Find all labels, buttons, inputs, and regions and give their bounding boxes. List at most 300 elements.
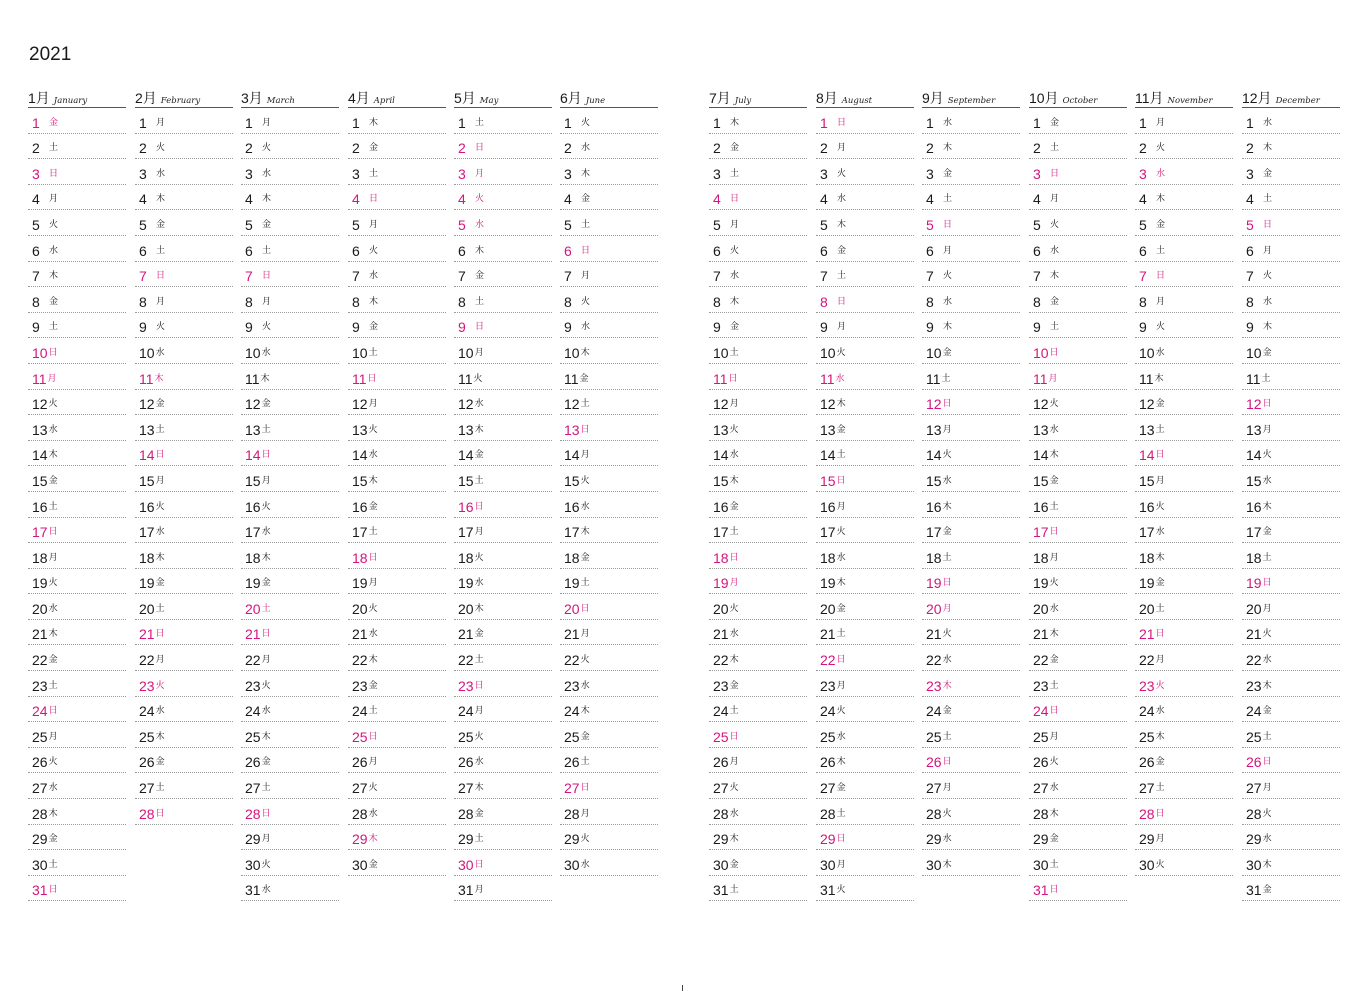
day-row <box>816 850 914 876</box>
weekday-label: 日 <box>155 629 165 640</box>
month-label: 8月 <box>816 90 838 106</box>
day-number: 15 <box>1033 472 1049 489</box>
weekday-label: 火 <box>943 271 953 282</box>
day-row <box>135 415 233 441</box>
day-number: 2 <box>32 140 40 157</box>
weekday-label: 水 <box>943 296 953 307</box>
weekday-label: 土 <box>942 731 952 742</box>
weekday-label: 水 <box>262 168 272 179</box>
day-row <box>28 210 126 236</box>
day-number: 7 <box>245 268 253 285</box>
day-number: 20 <box>564 600 580 617</box>
day-number: 21 <box>32 626 48 643</box>
day-number: 20 <box>926 600 942 617</box>
day-number: 24 <box>713 703 729 720</box>
day-row <box>816 108 914 134</box>
day-number: 13 <box>352 421 368 438</box>
day-row <box>454 773 552 799</box>
day-number: 25 <box>564 728 580 745</box>
weekday-label: 水 <box>368 629 378 640</box>
weekday-label: 水 <box>261 706 271 717</box>
weekday-label: 月 <box>155 655 165 666</box>
day-row <box>135 364 233 390</box>
day-row <box>922 185 1020 211</box>
day-number: 12 <box>32 396 48 413</box>
day-number: 21 <box>245 626 261 643</box>
day-number: 26 <box>139 754 155 771</box>
day-row <box>709 569 807 595</box>
weekday-label: 日 <box>262 271 272 282</box>
weekday-label: 水 <box>475 219 485 230</box>
day-row <box>709 364 807 390</box>
weekday-label: 水 <box>943 117 953 128</box>
day-row <box>709 441 807 467</box>
day-number: 9 <box>1033 319 1041 336</box>
day-number: 27 <box>1139 780 1155 797</box>
day-row <box>1242 210 1340 236</box>
day-number: 14 <box>245 447 261 464</box>
day-number: 12 <box>139 396 155 413</box>
weekday-label: 火 <box>580 475 590 486</box>
day-row <box>816 441 914 467</box>
day-number: 17 <box>1139 524 1155 541</box>
weekday-label: 月 <box>942 783 952 794</box>
day-row <box>135 287 233 313</box>
day-row <box>816 594 914 620</box>
weekday-label: 土 <box>155 783 165 794</box>
day-number: 12 <box>713 396 729 413</box>
weekday-label: 木 <box>942 859 952 870</box>
weekday-label: 月 <box>49 194 59 205</box>
weekday-label: 土 <box>581 219 591 230</box>
day-row <box>241 594 339 620</box>
day-number: 8 <box>458 293 466 310</box>
day-number: 27 <box>32 780 48 797</box>
day-number: 30 <box>245 856 261 873</box>
weekday-label: 日 <box>48 885 58 896</box>
day-number: 14 <box>1033 447 1049 464</box>
day-number: 25 <box>32 728 48 745</box>
weekday-label: 土 <box>48 501 58 512</box>
weekday-label: 月 <box>942 424 952 435</box>
day-number: 29 <box>1139 831 1155 848</box>
day-number: 2 <box>1033 140 1041 157</box>
day-number: 13 <box>820 421 836 438</box>
day-row <box>1135 697 1233 723</box>
day-row <box>348 799 446 825</box>
weekday-label: 土 <box>156 245 166 256</box>
weekday-label: 日 <box>368 731 378 742</box>
day-number: 6 <box>458 242 466 259</box>
day-row <box>1135 338 1233 364</box>
day-number: 28 <box>1139 805 1155 822</box>
month-header <box>135 88 233 108</box>
weekday-label: 日 <box>1262 757 1272 768</box>
day-row <box>28 850 126 876</box>
weekday-label: 水 <box>1262 834 1272 845</box>
day-row <box>816 159 914 185</box>
day-number: 30 <box>352 856 368 873</box>
day-number: 12 <box>1139 396 1155 413</box>
month-column <box>1029 88 1127 901</box>
day-number: 2 <box>1246 140 1254 157</box>
day-row <box>241 338 339 364</box>
weekday-label: 火 <box>48 578 58 589</box>
day-row <box>135 185 233 211</box>
day-row <box>1135 748 1233 774</box>
weekday-label: 日 <box>475 143 485 154</box>
weekday-label: 月 <box>1262 783 1272 794</box>
day-row <box>922 645 1020 671</box>
weekday-label: 土 <box>475 296 485 307</box>
day-number: 11 <box>32 370 47 387</box>
day-row <box>1135 364 1233 390</box>
day-row <box>1029 850 1127 876</box>
day-row <box>135 492 233 518</box>
weekday-label: 金 <box>1156 219 1166 230</box>
day-row <box>348 492 446 518</box>
day-number: 11 <box>458 370 473 387</box>
day-row <box>454 671 552 697</box>
day-row <box>1135 390 1233 416</box>
day-number: 27 <box>564 780 580 797</box>
weekday-label: 金 <box>1262 527 1272 538</box>
day-number: 17 <box>352 524 368 541</box>
weekday-label: 月 <box>942 603 952 614</box>
day-number: 3 <box>1033 165 1041 182</box>
day-row <box>28 569 126 595</box>
day-row <box>1242 748 1340 774</box>
day-row <box>1029 722 1127 748</box>
day-row <box>348 466 446 492</box>
weekday-label: 日 <box>580 783 590 794</box>
day-number: 30 <box>564 856 580 873</box>
day-number: 10 <box>1033 344 1049 361</box>
weekday-label: 日 <box>728 373 738 384</box>
day-row <box>1242 390 1340 416</box>
day-number: 18 <box>564 549 580 566</box>
day-row <box>135 390 233 416</box>
weekday-label: 日 <box>261 450 271 461</box>
day-row <box>241 799 339 825</box>
day-number: 16 <box>245 498 261 515</box>
weekday-label: 土 <box>261 424 271 435</box>
day-row <box>1242 697 1340 723</box>
day-number: 9 <box>713 319 721 336</box>
day-number: 19 <box>1246 575 1262 592</box>
weekday-label: 火 <box>1049 399 1059 410</box>
day-row <box>348 620 446 646</box>
month-column <box>1242 88 1340 901</box>
weekday-label: 土 <box>474 655 484 666</box>
day-row <box>135 799 233 825</box>
day-number: 12 <box>564 396 580 413</box>
weekday-label: 月 <box>475 168 485 179</box>
day-row <box>1029 236 1127 262</box>
day-row <box>1242 313 1340 339</box>
day-row <box>348 543 446 569</box>
day-number: 27 <box>820 780 836 797</box>
day-row <box>1135 492 1233 518</box>
weekday-label: 月 <box>580 450 590 461</box>
day-number: 23 <box>139 677 155 694</box>
day-row <box>709 620 807 646</box>
day-row <box>454 850 552 876</box>
weekday-label: 火 <box>369 245 379 256</box>
weekday-label: 金 <box>155 578 165 589</box>
day-row <box>560 466 658 492</box>
day-row <box>709 543 807 569</box>
day-row <box>816 134 914 160</box>
day-row <box>1242 185 1340 211</box>
weekday-label: 水 <box>835 373 845 384</box>
day-number: 3 <box>820 165 828 182</box>
weekday-label: 土 <box>1050 322 1060 333</box>
weekday-label: 月 <box>1049 552 1059 563</box>
weekday-label: 水 <box>581 322 591 333</box>
day-number: 5 <box>1246 216 1254 233</box>
weekday-label: 金 <box>1263 168 1273 179</box>
day-number: 24 <box>926 703 942 720</box>
weekday-label: 木 <box>837 219 847 230</box>
day-row <box>348 108 446 134</box>
month-english-label: January <box>53 96 88 106</box>
weekday-label: 水 <box>368 808 378 819</box>
day-number: 17 <box>1246 524 1262 541</box>
day-row <box>1135 543 1233 569</box>
weekday-label: 土 <box>1049 501 1059 512</box>
day-row <box>922 390 1020 416</box>
weekday-label: 水 <box>1263 117 1273 128</box>
day-number: 14 <box>713 447 729 464</box>
day-number: 24 <box>139 703 155 720</box>
day-number: 17 <box>1033 524 1049 541</box>
day-number: 8 <box>1139 293 1147 310</box>
day-row <box>454 415 552 441</box>
weekday-label: 日 <box>942 399 952 410</box>
weekday-label: 日 <box>368 552 378 563</box>
day-number: 2 <box>458 140 466 157</box>
weekday-label: 火 <box>261 680 271 691</box>
weekday-label: 水 <box>261 527 271 538</box>
weekday-label: 火 <box>837 168 847 179</box>
day-number: 12 <box>820 396 836 413</box>
weekday-label: 木 <box>155 731 165 742</box>
weekday-label: 金 <box>579 373 589 384</box>
day-number: 21 <box>820 626 836 643</box>
day-number: 1 <box>1033 114 1041 131</box>
day-row <box>28 159 126 185</box>
day-row <box>454 518 552 544</box>
weekday-label: 金 <box>1049 475 1059 486</box>
day-row <box>560 543 658 569</box>
day-row <box>241 415 339 441</box>
day-row <box>816 543 914 569</box>
weekday-label: 火 <box>1262 629 1272 640</box>
weekday-label: 日 <box>367 373 377 384</box>
day-row <box>709 108 807 134</box>
weekday-label: 日 <box>156 271 166 282</box>
weekday-label: 水 <box>48 783 58 794</box>
weekday-label: 木 <box>369 296 379 307</box>
day-number: 26 <box>820 754 836 771</box>
weekday-label: 木 <box>155 552 165 563</box>
month-english-label: April <box>373 96 395 106</box>
day-row <box>709 185 807 211</box>
month-header <box>241 88 339 108</box>
weekday-label: 日 <box>1156 271 1166 282</box>
weekday-label: 水 <box>942 475 952 486</box>
weekday-label: 火 <box>1262 808 1272 819</box>
day-number: 23 <box>1246 677 1262 694</box>
day-number: 23 <box>564 677 580 694</box>
day-number: 9 <box>820 319 828 336</box>
day-number: 24 <box>245 703 261 720</box>
day-row <box>241 876 339 902</box>
day-row <box>348 338 446 364</box>
day-row <box>1242 825 1340 851</box>
day-number: 4 <box>713 191 721 208</box>
day-number: 8 <box>1246 293 1254 310</box>
day-number: 2 <box>820 140 828 157</box>
day-number: 27 <box>352 780 368 797</box>
day-row <box>348 185 446 211</box>
day-row <box>241 569 339 595</box>
day-row <box>709 390 807 416</box>
day-row <box>560 108 658 134</box>
weekday-label: 火 <box>1263 271 1273 282</box>
day-number: 15 <box>1139 472 1155 489</box>
day-number: 16 <box>713 498 729 515</box>
day-number: 7 <box>139 268 147 285</box>
day-number: 23 <box>926 677 942 694</box>
day-row <box>135 338 233 364</box>
day-number: 23 <box>245 677 261 694</box>
day-row <box>922 748 1020 774</box>
weekday-label: 木 <box>369 117 379 128</box>
day-row <box>1029 645 1127 671</box>
day-row <box>1242 876 1340 902</box>
weekday-label: 火 <box>836 885 846 896</box>
day-number: 13 <box>713 421 729 438</box>
weekday-label: 水 <box>837 194 847 205</box>
month-column <box>348 88 446 876</box>
day-number: 7 <box>564 268 572 285</box>
weekday-label: 水 <box>369 271 379 282</box>
weekday-label: 金 <box>369 322 379 333</box>
weekday-label: 火 <box>368 424 378 435</box>
month-column <box>454 88 552 901</box>
day-row <box>922 159 1020 185</box>
day-number: 28 <box>245 805 261 822</box>
weekday-label: 水 <box>729 629 739 640</box>
day-row <box>922 287 1020 313</box>
day-number: 21 <box>564 626 580 643</box>
day-number: 5 <box>564 216 572 233</box>
day-number: 17 <box>245 524 261 541</box>
day-number: 21 <box>1246 626 1262 643</box>
weekday-label: 木 <box>942 501 952 512</box>
weekday-label: 日 <box>1049 347 1059 358</box>
day-number: 2 <box>139 140 147 157</box>
day-row <box>1029 338 1127 364</box>
day-number: 12 <box>245 396 261 413</box>
weekday-label: 金 <box>1262 885 1272 896</box>
day-row <box>709 748 807 774</box>
weekday-label: 木 <box>154 373 164 384</box>
weekday-label: 火 <box>261 501 271 512</box>
weekday-label: 月 <box>474 885 484 896</box>
day-row <box>1242 364 1340 390</box>
weekday-label: 日 <box>261 808 271 819</box>
day-number: 7 <box>926 268 934 285</box>
center-fold-mark <box>682 985 683 991</box>
day-row <box>1029 748 1127 774</box>
day-row <box>922 236 1020 262</box>
weekday-label: 日 <box>48 706 58 717</box>
day-row <box>922 620 1020 646</box>
weekday-label: 水 <box>1156 168 1166 179</box>
weekday-label: 金 <box>730 143 740 154</box>
weekday-label: 土 <box>729 347 739 358</box>
day-number: 3 <box>564 165 572 182</box>
day-number: 8 <box>564 293 572 310</box>
weekday-label: 土 <box>942 552 952 563</box>
day-row <box>709 518 807 544</box>
day-row <box>1029 415 1127 441</box>
day-row <box>816 210 914 236</box>
day-number: 28 <box>32 805 48 822</box>
day-number: 22 <box>926 652 942 669</box>
day-row <box>454 492 552 518</box>
day-row <box>560 159 658 185</box>
weekday-label: 木 <box>1262 501 1272 512</box>
day-row <box>1135 185 1233 211</box>
weekday-label: 月 <box>156 117 166 128</box>
day-number: 29 <box>926 831 942 848</box>
day-number: 26 <box>458 754 474 771</box>
day-number: 29 <box>564 831 580 848</box>
weekday-label: 木 <box>368 834 378 845</box>
weekday-label: 土 <box>580 757 590 768</box>
day-number: 30 <box>926 856 942 873</box>
day-number: 9 <box>352 319 360 336</box>
day-number: 2 <box>352 140 360 157</box>
day-number: 11 <box>713 370 728 387</box>
day-number: 13 <box>245 421 261 438</box>
day-number: 4 <box>820 191 828 208</box>
day-row <box>135 748 233 774</box>
weekday-label: 月 <box>581 271 591 282</box>
day-row <box>816 697 914 723</box>
day-number: 9 <box>458 319 466 336</box>
day-number: 22 <box>564 652 580 669</box>
weekday-label: 月 <box>837 143 847 154</box>
day-number: 19 <box>1139 575 1155 592</box>
day-row <box>1029 364 1127 390</box>
day-number: 3 <box>458 165 466 182</box>
weekday-label: 金 <box>729 680 739 691</box>
day-number: 24 <box>352 703 368 720</box>
day-row <box>560 722 658 748</box>
month-header <box>1135 88 1233 108</box>
weekday-label: 木 <box>729 475 739 486</box>
day-number: 3 <box>32 165 40 182</box>
day-row <box>348 134 446 160</box>
day-row <box>922 210 1020 236</box>
day-row <box>1135 569 1233 595</box>
weekday-label: 日 <box>474 501 484 512</box>
